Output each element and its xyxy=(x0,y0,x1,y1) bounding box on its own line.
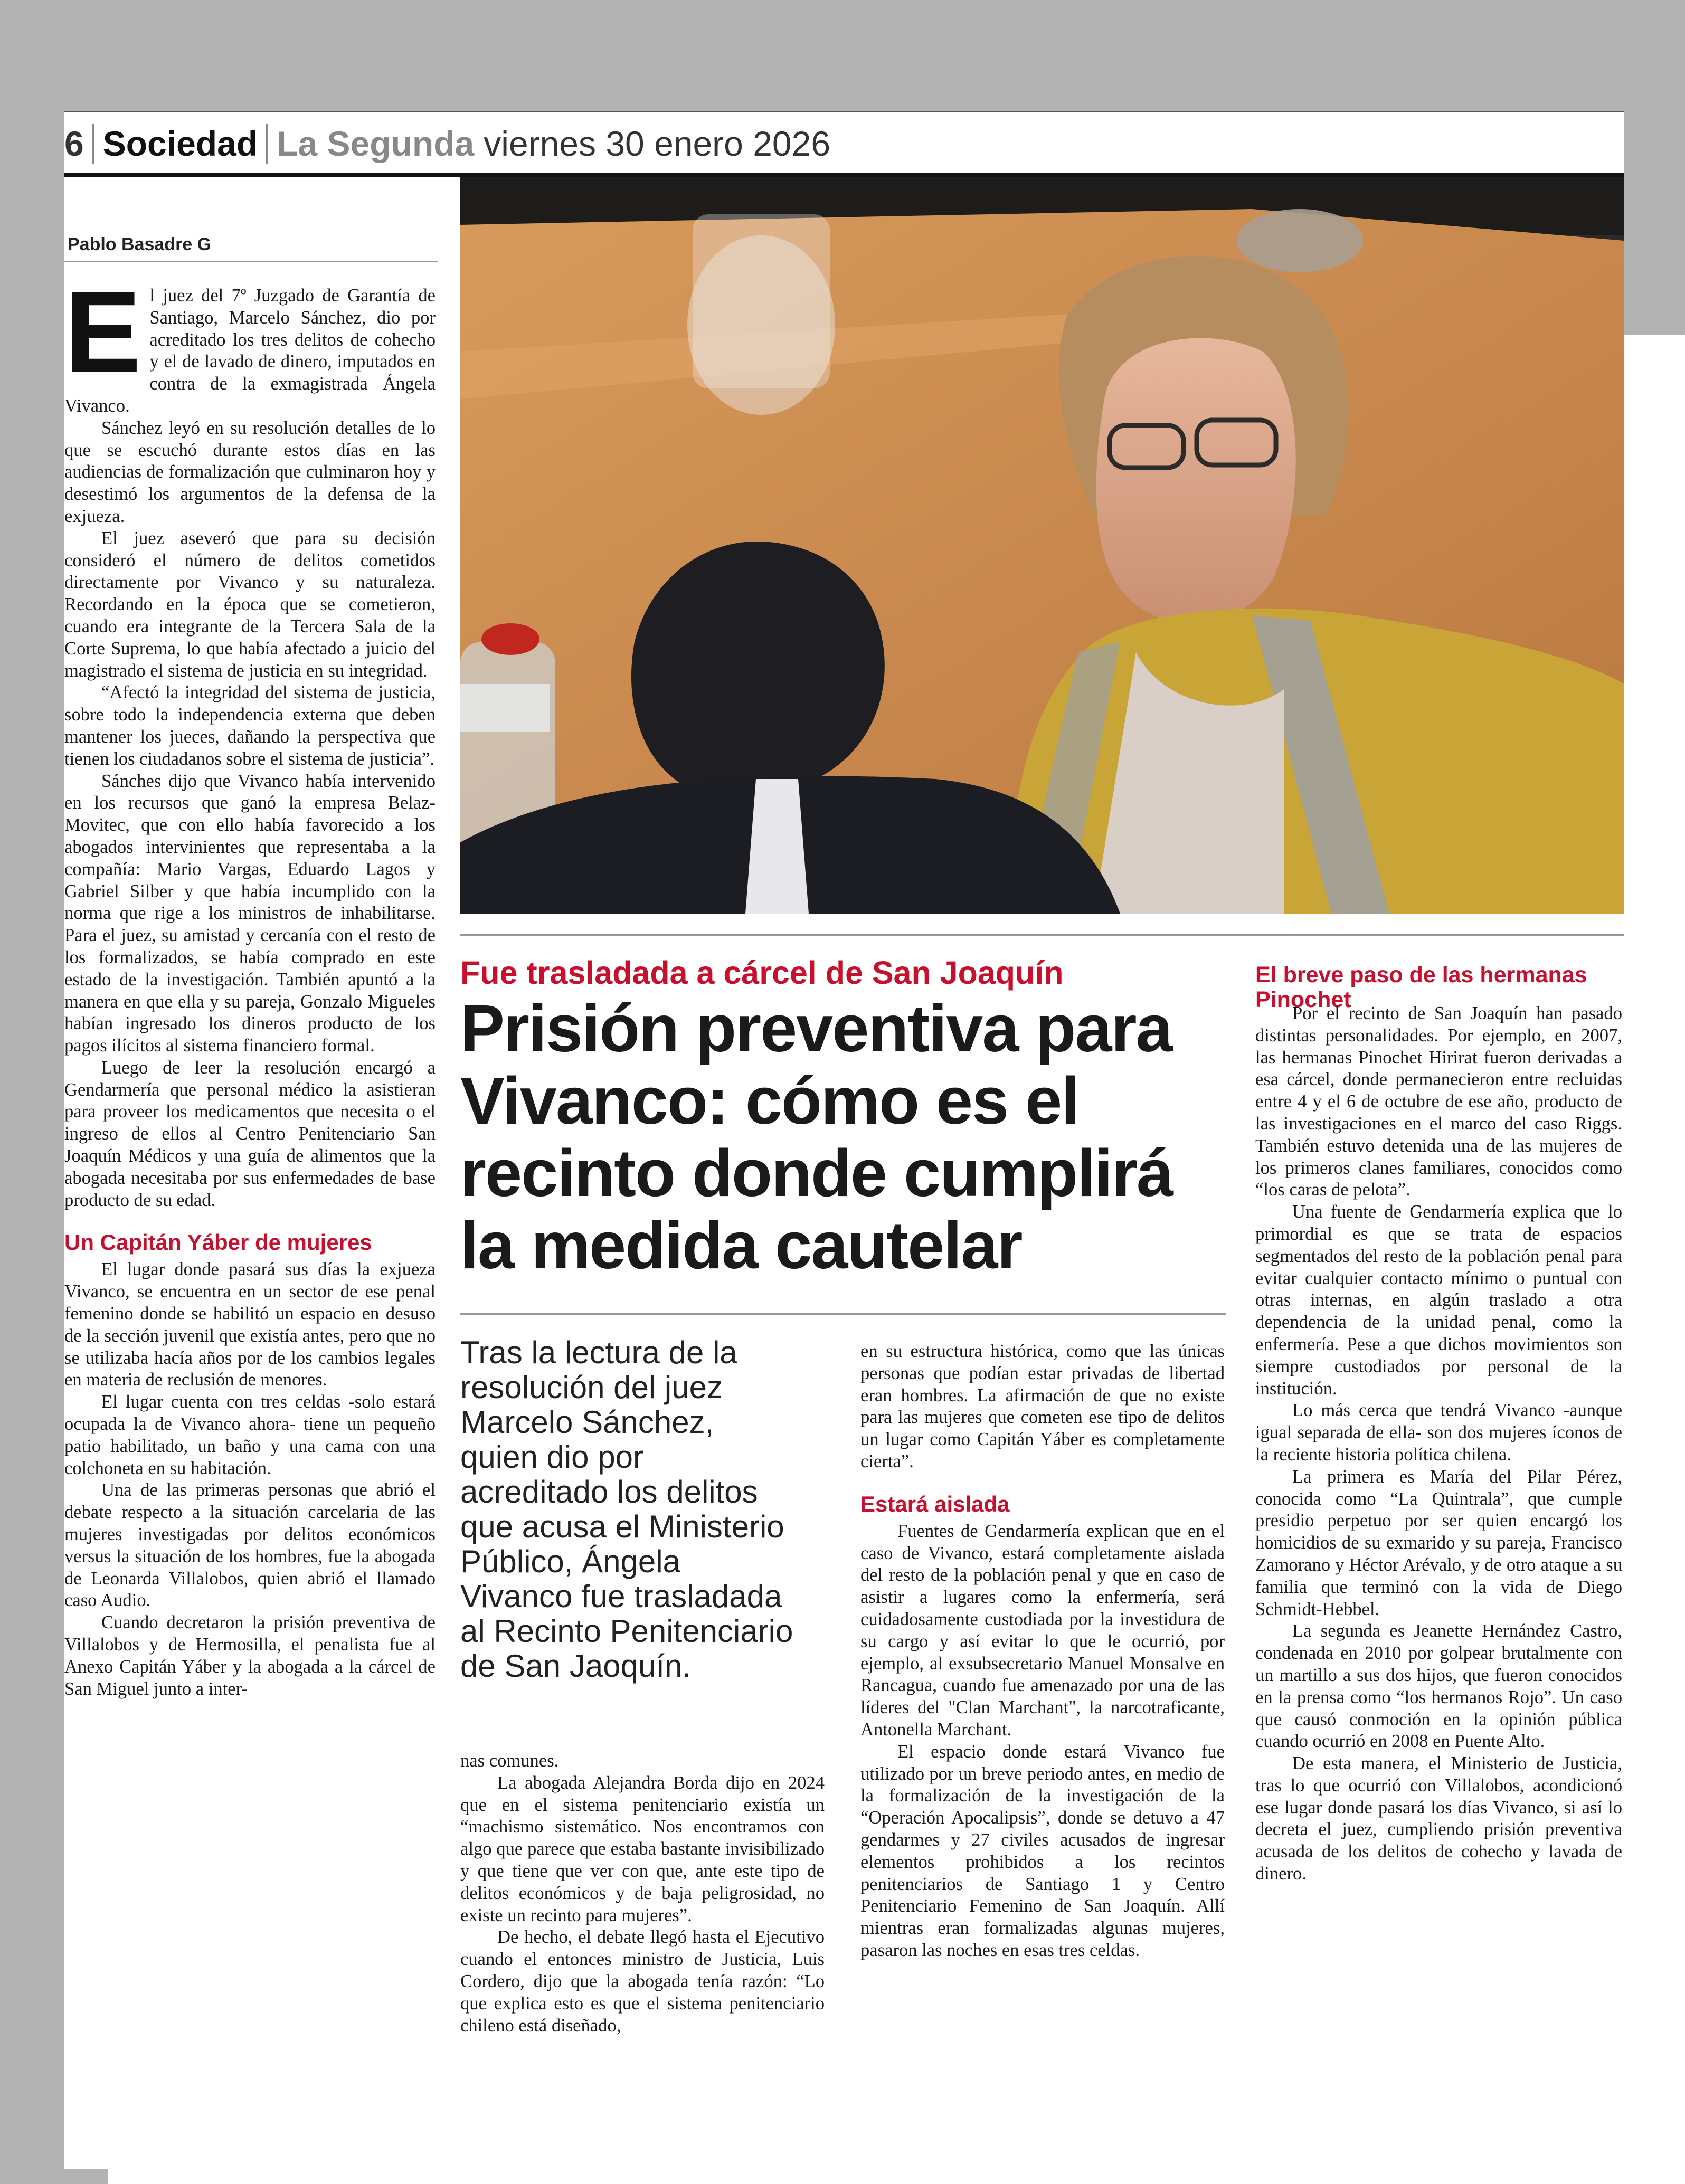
paragraph: Una de las primeras personas que abrió el debate respecto a la situación carcelaria de las mujeres investigadas por delitos económicos versus la situación de los hombres, fue la abogada de Leonarda Villalobos, quien abrió el llamado caso Audio. xyxy=(64,1480,436,1611)
paragraph: Lo más cerca que tendrá Vivanco -aunque igual separada de ella- son dos mujeres íconos de la reciente historia política chilena. xyxy=(1255,1400,1622,1465)
paragraph: La primera es María del Pilar Pérez, conocida como “La Quintrala”, que cumple presidio perpetuo por ser quien encargó los homicidios de su exmarido y su pareja, Francisco Zamorano y Héctor Arévalo, y de otro ataque a su familia que terminó con la vida de Diego Schmidt-Hebbel. xyxy=(1255,1466,1622,1619)
photo-rule xyxy=(460,934,1624,936)
byline-rule xyxy=(64,261,438,262)
page-header xyxy=(64,117,830,170)
headline-rule xyxy=(460,1313,1226,1315)
paragraph: Sánchez leyó en su resolución detalles de lo que se escuchó durante estos días en las audiencias de formalización que culminaron hoy y desestimó los argumentos de la defensa de la exjueza. xyxy=(64,417,436,526)
paragraph: De esta manera, el Ministerio de Justicia, tras lo que ocurrió con Villalobos, acondicionó ese lugar donde pasará los días Vivanco, si así lo decreta el juez, cumpliendo prisión preventiva acusada de los delitos de cohecho y lavada de dinero. xyxy=(1255,1753,1622,1884)
header-top-rule xyxy=(64,111,1624,112)
issue-date: viernes 30 enero 2026 xyxy=(484,124,831,163)
article-column-4 xyxy=(1255,1003,1622,1885)
section-name: Sociedad xyxy=(103,124,268,164)
byline: Pablo Basadre G xyxy=(68,234,212,254)
paragraph: Fuentes de Gendarmería explican que en el caso de Vivanco, estará completamente aislada del resto de la población penal y que en caso de asistir a lugares como la enfermería, será cuidadosamente custodiada por la investidura de su cargo y así evitar lo que le ocurrió, por ejemplo, al exsubsecretario Manuel Monsalve en Rancagua, cuando fue amenazado por una de las líderes del "Clan Marchant", la narcotraficante, Antonella Marchant. xyxy=(860,1521,1225,1740)
paragraph: El juez aseveró que para su decisión consideró el número de delitos cometidos directamente por Vivanco y su naturaleza. Recordando en la época que se cometieron, cuando era integrante de la Tercera Sala de la Corte Suprema, lo que había afectado a juicio del magistrado el sistema de justicia en su integridad. xyxy=(64,528,436,681)
paragraph: l juez del 7º Juzgado de Garantía de Santiago, Marcelo Sánchez, dio por acreditado los tres delitos de cohecho y el de lavado de dinero, imputados en contra de la exmagistrada Ángela Vivanco. xyxy=(64,286,436,416)
paragraph: en su estructura histórica, como que las únicas personas que podían estar privadas de libertad eran hombres. La afirmación de que no existe para las mujeres que cometen ese tipo de delitos un lugar como Capitán Yáber es completamente cierta”. xyxy=(860,1341,1225,1471)
article-column-3 xyxy=(860,1341,1225,1962)
sidebar-subheading: El breve paso de las hermanas Pinochet xyxy=(1255,962,1587,1012)
paragraph: El lugar cuenta con tres celdas -solo estará ocupada la de Vivanco ahora- tiene un pequeño patio habilitado, un baño y una cama con una colchoneta en su habitación. xyxy=(64,1392,436,1478)
drop-cap: E xyxy=(64,268,141,396)
paragraph: “Afectó la integridad del sistema de justicia, sobre todo la independencia externa que deben mantener los jueces, dañando la perspectiva que tienen los ciudadanos sobre el sistema de justicia”. xyxy=(64,682,436,769)
paragraph: Luego de leer la resolución encargó a Gendarmería que personal médico la asistieran para proveer los medicamentos que necesita o el ingreso de ellos al Centro Penitenciario San Joaquín Médicos y una guía de alimentos que la abogada necesitaba por sus enfermedades de base producto de su edad. xyxy=(64,1057,436,1210)
subheading: Estará aislada xyxy=(860,1491,1010,1516)
deck: Tras la lectura de la resolución del juez Marcelo Sánchez, quien dio por acreditado los delitos que acusa el Ministerio Público, Ángela Vivanco fue trasladada al Recinto Penitenciario de San Jaoquín. xyxy=(460,1335,793,1684)
headline: Prisión preventiva para Vivanco: cómo es el recinto donde cumplirá la medida cautelar xyxy=(460,991,1173,1283)
paragraph: La segunda es Jeanette Hernández Castro, condenada en 2010 por golpear brutalmente con un martillo a sus dos hijos, que fueron conocidos en la prensa como “los hermanos Rojo”. Un caso que causó conmoción en la opinión pública cuando ocurrió en 2008 en Puente Alto. xyxy=(1255,1621,1622,1752)
paragraph: Sánches dijo que Vivanco había intervenido en los recursos que ganó la empresa Belaz-Movitec, que con ello había favorecido a los abogados intervinientes que representaba a la compañía: Mario Vargas, Eduardo Lagos y Gabriel Silber y que había incumplido con la norma que rige a los ministros de inhabilitarse. Para el juez, su amistad y cercanía con el resto de los formalizados, se había comprado en este estado de la investigación. También apuntó a la manera en que ella y su pareja, Gonzalo Migueles habían ingresado los dineros producto de los pagos ilícitos al sistema financiero formal. xyxy=(64,771,436,1056)
photo-illustration xyxy=(460,177,1624,914)
paragraph: nas comunes. xyxy=(460,1751,559,1771)
paragraph: Una fuente de Gendarmería explica que lo primordial es que se trata de espacios segmentados del resto de la población penal para evitar cualquier contacto mínimo o puntual con otras internas, en algún traslado a otra dependencia de la unidad penal, como la enfermería. Pese a que dichos movimientos son siempre custodiados por personal de la institución. xyxy=(1255,1202,1622,1399)
paragraph: El espacio donde estará Vivanco fue utilizado por un breve periodo antes, en medio de la formalización de la investigación de la “Operación Apocalipsis”, donde se detuvo a 47 gendarmes y 27 civiles acusados de ingresar elementos prohibidos a los recintos penitenciarios de Santiago 1 y Centro Penitenciario Femenino de San Joaquín. Allí mientras eran formalizadas algunas mujeres, pasaron las noches en esas tres celdas. xyxy=(860,1741,1225,1960)
paragraph: De hecho, el debate llegó hasta el Ejecutivo cuando el entonces ministro de Justicia, Luis Cordero, dijo que la abogada tenía razón: “Lo que explica esto es que el sistema penitenciario chileno está diseñado, xyxy=(460,1927,825,2036)
publication-name: La Segunda xyxy=(277,124,475,163)
paragraph: Por el recinto de San Joaquín han pasado distintas personalidades. Por ejemplo, en 2007, las hermanas Pinochet Hirirat fueron derivadas a esa cárcel, donde permanecieron entre recluidas entre 4 y el 6 de octubre de ese año, producto de las investigaciones en el marco del caso Riggs. También estuvo detenida una de las mujeres de los primeros clanes familiares, conocidos como “los caras de pelota”. xyxy=(1255,1003,1622,1200)
article-column-2 xyxy=(460,1750,825,2037)
paragraph: Cuando decretaron la prisión preventiva de Villalobos y de Hermosilla, el penalista fue al Anexo Capitán Yáber y la abogada a la cárcel de San Miguel junto a inter- xyxy=(64,1612,436,1699)
header-bottom-rule xyxy=(64,173,1624,177)
page-number: 6 xyxy=(64,124,94,164)
paragraph: La abogada Alejandra Borda dijo en 2024 que en el sistema penitenciario existía un “machismo sistemático. Nos encontramos con algo que parece que estaba bastante invisibilizado y que tiene que ver con que, ante este tipo de delitos económicos y de baja peligrosidad, no existe un recinto para mujeres”. xyxy=(460,1772,825,1925)
subheading: Un Capitán Yáber de mujeres xyxy=(64,1230,372,1255)
paragraph: El lugar donde pasará sus días la exjueza Vivanco, se encuentra en un sector de ese penal femenino donde se habilitó un espacio en desuso de la sección juvenil que existía antes, pero que no se utilizaba hacía años por de los cambios legales en materia de reclusión de menores. xyxy=(64,1259,436,1390)
article-column-1 xyxy=(64,268,436,1700)
news-photo xyxy=(460,177,1624,914)
kicker: Fue trasladada a cárcel de San Joaquín xyxy=(460,955,1064,991)
